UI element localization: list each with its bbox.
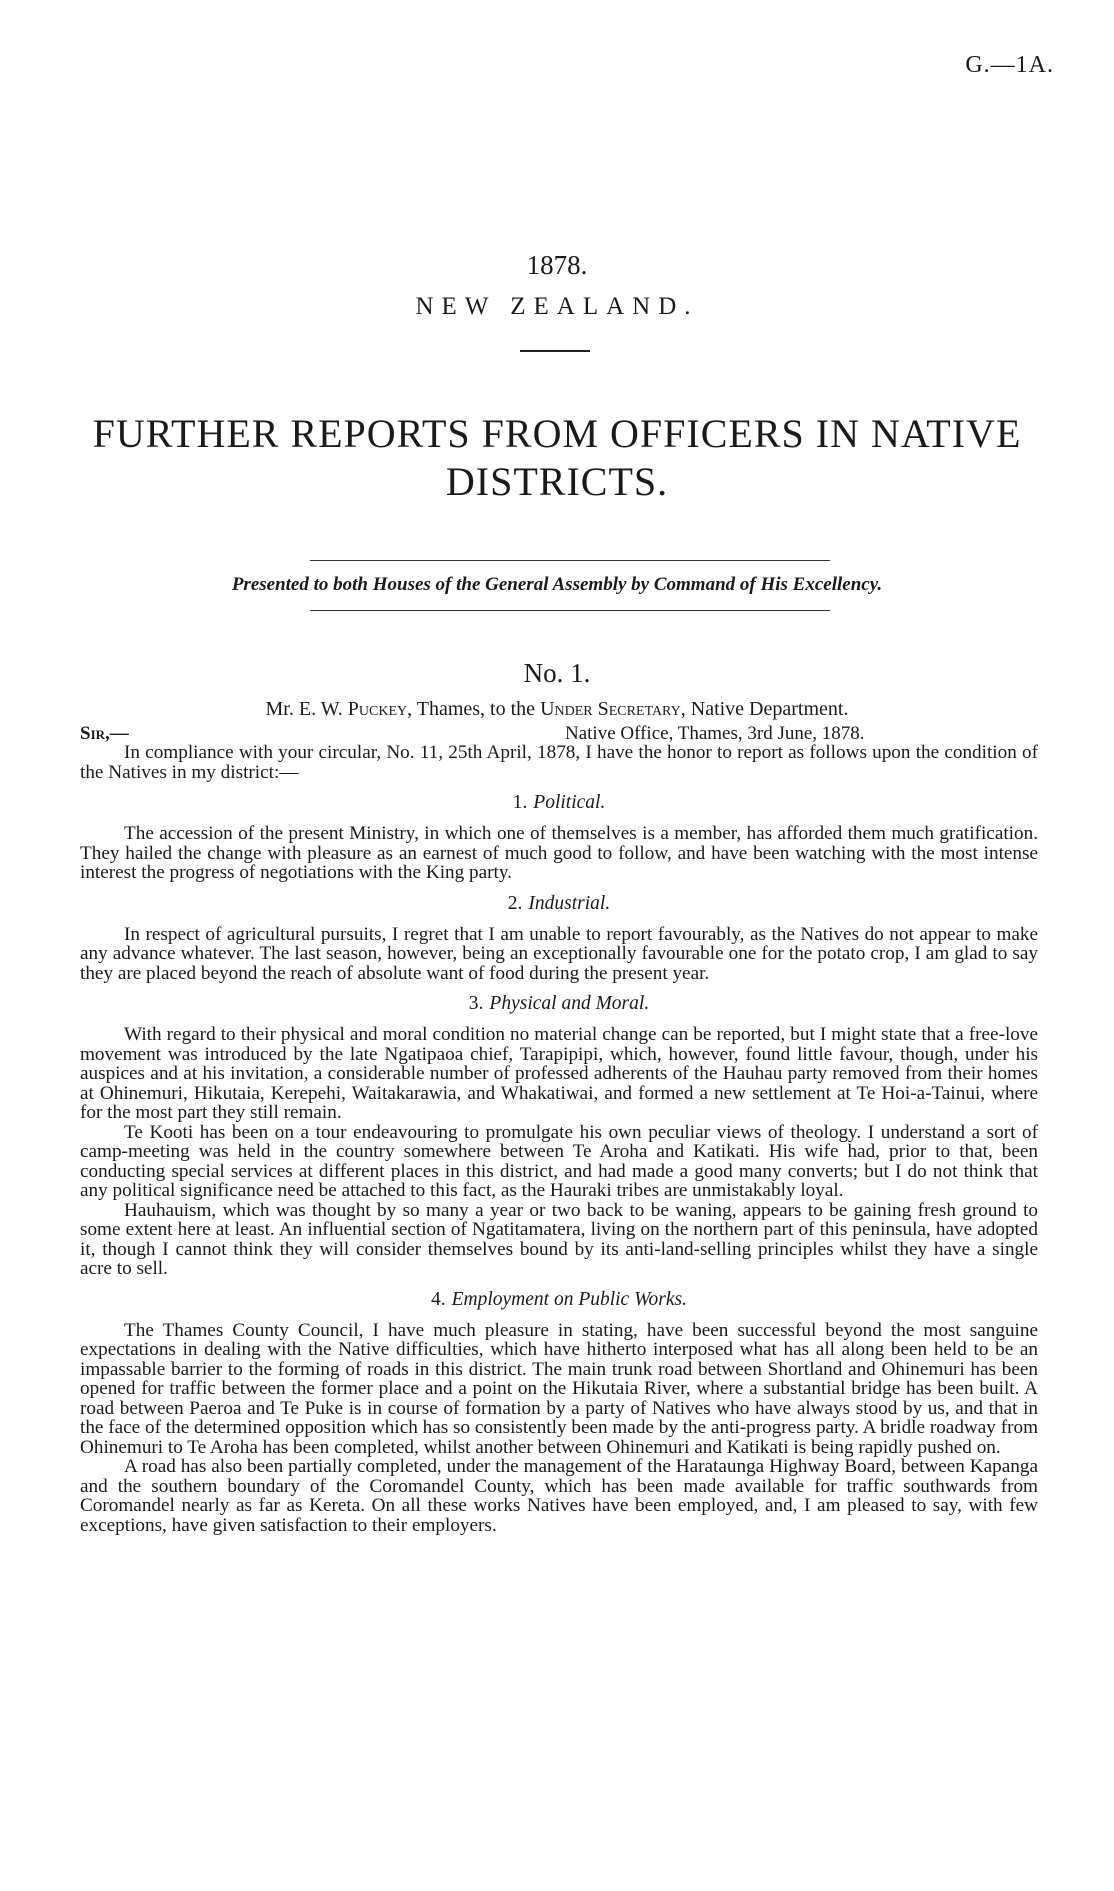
presented-rule-bottom [310, 610, 830, 611]
document-title [0, 410, 1114, 506]
section-title: Political. [533, 792, 606, 813]
section-title: Physical and Moral. [489, 993, 650, 1014]
presented-rule-top [310, 560, 830, 561]
section-heading [80, 1289, 1038, 1311]
section-paragraph: Hauhauism, which was thought by so many a year or two back to be waning, appears to be gaining fresh ground to some extent here at least. An influential section of Ngatitamatera, living on the northern part of this peninsula, have adopted it, though I cannot think they will consider themselves bound by its anti-land-selling principles whilst they have a single acre to sell. [80, 1199, 1038, 1279]
section-paragraph: With regard to their physical and moral condition no material change can be reported, but I might state that a free-love movement was introduced by the late Ngatipaoa chief, Tarapipipi, which, however, found little favour, though, under his auspices and at his invitation, a considerable number of professed adherents of the Hauhau party removed from their homes at Ohinemuri, Hikutaia, Kerepehi, Waitakarawia, and Whakatiwai, and formed a new settlement at Te Hoi-a-Tainui, where for the most part they still remain. [80, 1024, 1038, 1123]
section-heading [80, 792, 1038, 814]
title-line-1: FURTHER REPORTS FROM OFFICERS IN NATIVE [92, 411, 1022, 456]
title-line-2: DISTRICTS. [445, 459, 669, 504]
section-heading [80, 893, 1038, 915]
salutation: Sir,— [80, 723, 129, 744]
section-title: Employment on Public Works. [451, 1288, 688, 1310]
to-suffix: , Native Department. [680, 698, 849, 720]
document-country: NEW ZEALAND. [415, 293, 699, 320]
section-paragraph: The accession of the present Ministry, in which one of themselves is a member, has afforded them much gratification. They hailed the change with pleasure as an earnest of much good to follow, and have been watching with the most intense interest the progress of negotiations with the King party. [80, 823, 1038, 883]
document-year: 1878. [526, 250, 588, 280]
section-number: 2. [507, 892, 523, 914]
presented-statement: Presented to both Houses of the General Assembly by Command of His Excellency. [231, 574, 883, 595]
section-paragraph: A road has also been partially completed, under the management of the Harataunga Highway Board, between Kapanga and the southern boundary of the Coromandel County, which has been made available for traffic southwards from Coromandel nearly as far as Kereta. On all these works Natives have been employed, and, I am pleased to say, with few exceptions, have given satisfaction to their employers. [80, 1456, 1038, 1536]
section-paragraph: Te Kooti has been on a tour endeavouring to promulgate his own peculiar views of theology. I understand a sort of camp-meeting was held in the country somewhere between Te Aroha and Katikati. His wife had, prior to that, been conducting special services at different places in this district, and had made a good many converts; but I do not think that any political significance need be attached to this fact, as the Hauraki tribes are unmistakably loyal. [80, 1121, 1038, 1201]
dateline: Native Office, Thames, 3rd June, 1878. [565, 723, 865, 744]
letter-from-line [0, 698, 1114, 721]
section-paragraph: In respect of agricultural pursuits, I regret that I am unable to report favourably, as the Natives do not appear to make any advance whatever. The last season, however, being an exceptionally favourable one for the potato crop, I am glad to say they are placed beyond the reach of absolute want of food during the present year. [80, 923, 1038, 984]
from-place: , Thames, to the [407, 698, 536, 720]
section-number: 3. [468, 993, 484, 1014]
from-name: Puckey [347, 698, 408, 720]
section-number: 4. [430, 1288, 446, 1310]
section-paragraph: The Thames County Council, I have much pleasure in stating, have been successful beyond the most sanguine expectations in dealing with the Native difficulties, which have hitherto interposed what has all along been held to be an impassable barrier to the forming of roads in this district. The main trunk road between Shortland and Ohinemuri has been opened for traffic between the former place and a point on the Hikutaia River, where a substantial bridge has been built. A road between Paeroa and Te Puke is in course of formation by a party of Natives who have always stood by us, and that in the face of the determined opposition which has so consistently been made by the anti-progress party. A bridle roadway from Ohinemuri to Te Aroha has been completed, whilst another between Ohinemuri and Katikati is being rapidly pushed on. [80, 1319, 1038, 1458]
letter-number: No. 1. [523, 658, 591, 688]
from-prefix: Mr. E. W. [265, 698, 343, 720]
page-code: G.—1A. [965, 52, 1054, 78]
section-title: Industrial. [528, 892, 611, 914]
letter-body [80, 743, 1038, 1535]
title-divider [520, 350, 590, 352]
intro-paragraph: In compliance with your circular, No. 11, 25th April, 1878, I have the honor to report as follows upon the condition of the Natives in my district:— [80, 742, 1038, 783]
section-number: 1. [512, 792, 528, 813]
to-name: Under Secretary [540, 698, 681, 720]
section-heading [80, 993, 1038, 1015]
